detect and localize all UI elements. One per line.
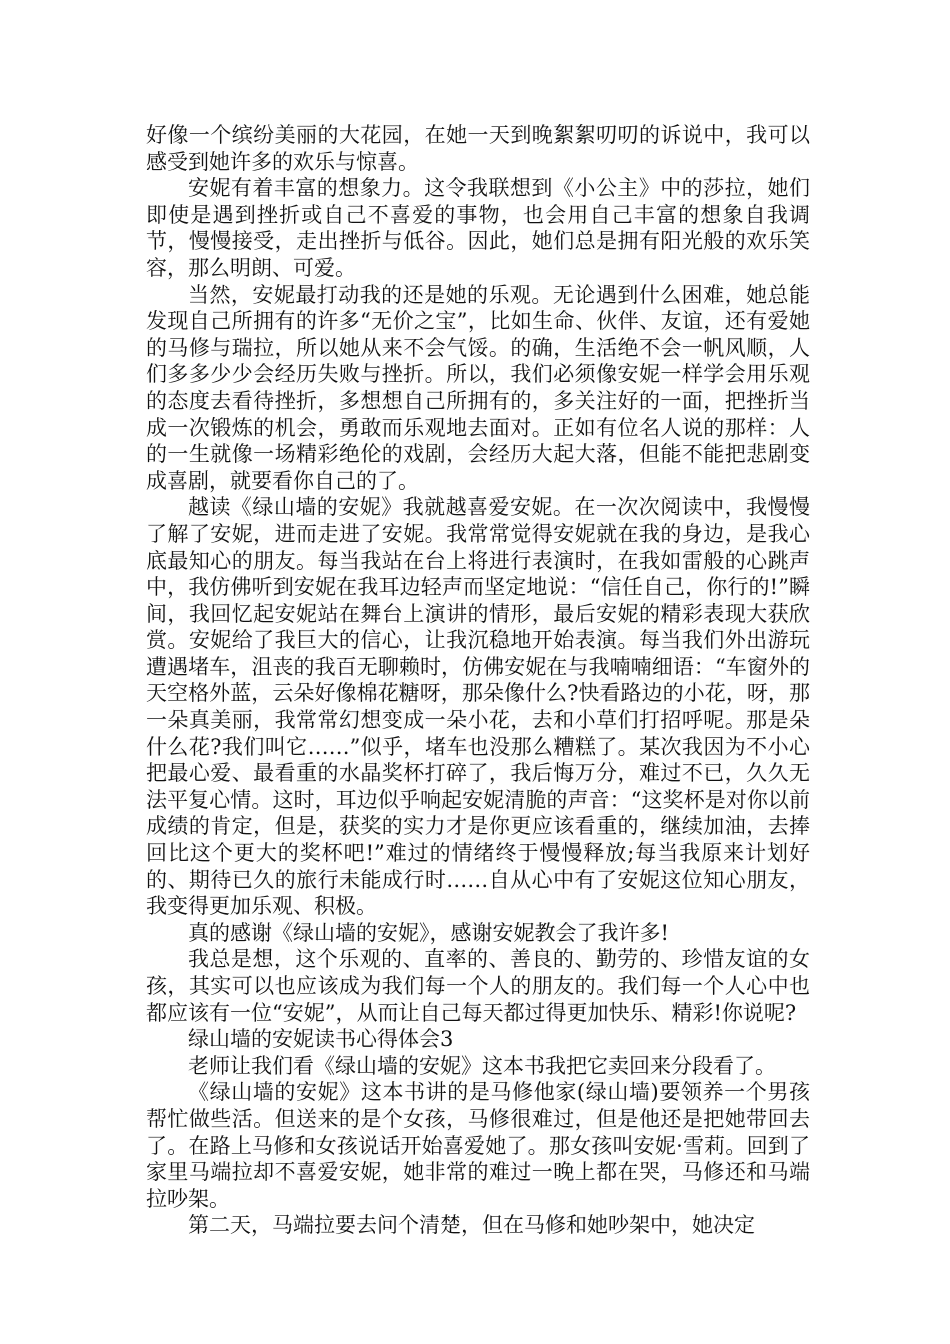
paragraph-4: 越读《绿山墙的安妮》我就越喜爱安妮。在一次次阅读中，我慢慢了解了安妮，进而走进了安妮。我常常觉得安妮就在我的身边，是我心底最知心的朋友。每当我站在台上将进行表演时，在我如雷般的心跳声中，我仿佛听到安妮在我耳边轻声而坚定地说：“信任自己，你行的!”瞬间，我回忆起安妮站在舞台上演讲的情形，最后安妮的精彩表现大获欣赏。安妮给了我巨大的信心，让我沉稳地开始表演。每当我们外出游玩遭遇堵车，沮丧的我百无聊赖时，仿佛安妮在与我喃喃细语：“车窗外的天空格外蓝，云朵好像棉花糖呀，那朵像什么?快看路边的小花，呀，那一朵真美丽，我常常幻想变成一朵小花，去和小草们打招呼呢。那是朵什么花?我们叫它……”似乎，堵车也没那么糟糕了。某次我因为不小心把最心爱、最看重的水晶奖杯打碎了，我后悔万分，难过不已，久久无法平复心情。这时，耳边似乎响起安妮清脆的声音：“这奖杯是对你以前成绩的肯定，但是，获奖的实力才是你更应该看重的，继续加油，去捧回比这个更大的奖杯吧!”难过的情绪终于慢慢释放;每当我原来计划好的、期待已久的旅行未能成行时……自从心中有了安妮这位知心朋友，我变得更加乐观、积极。: [146, 495, 810, 919]
paragraph-2: 安妮有着丰富的想象力。这令我联想到《小公主》中的莎拉，她们即使是遇到挫折或自己不喜爱的事物，也会用自己丰富的想象自我调节，慢慢接受，走出挫折与低谷。因此，她们总是拥有阳光般的欢乐笑容，那么明朗、可爱。: [146, 176, 810, 280]
section-heading: 绿山墙的安妮读书心得体会3: [188, 1027, 454, 1052]
paragraph-6: 我总是想，这个乐观的、直率的、善良的、勤劳的、珍惜友谊的女孩，其实可以也应该成为我们每一个人的朋友的。我们每一个人心中也都应该有一位“安妮”，从而让自己每天都过得更加快乐、精彩!你说呢?: [146, 947, 810, 1025]
document-body: [146, 122, 810, 1239]
paragraph-5: 真的感谢《绿山墙的安妮》，感谢安妮教会了我许多!: [188, 920, 669, 945]
paragraph-7: 老师让我们看《绿山墙的安妮》这本书我把它卖回来分段看了。: [188, 1053, 776, 1078]
paragraph-8: 《绿山墙的安妮》这本书讲的是马修他家(绿山墙)要领养一个男孩帮忙做些活。但送来的是个女孩，马修很难过，但是他还是把她带回去了。在路上马修和女孩说话开始喜爱她了。那女孩叫安妮·雪莉。回到了家里马端拉却不喜爱安妮，她非常的难过一晚上都在哭，马修还和马端拉吵架。: [146, 1080, 810, 1211]
paragraph-3: 当然，安妮最打动我的还是她的乐观。无论遇到什么困难，她总能发现自己所拥有的许多“无价之宝”，比如生命、伙伴、友谊，还有爱她的马修与瑞拉，所以她从来不会气馁。的确，生活绝不会一帆风顺，人们多多少少会经历失败与挫折。所以，我们必须像安妮一样学会用乐观的态度去看待挫折，多想想自己所拥有的，多关注好的一面，把挫折当成一次锻炼的机会，勇敢而乐观地去面对。正如有位名人说的那样：人的一生就像一场精彩绝伦的戏剧，会经历大起大落，但能不能把悲剧变成喜剧，就要看你自己的了。: [146, 282, 810, 493]
paragraph-9: 第二天，马端拉要去问个清楚，但在马修和她吵架中，她决定: [188, 1213, 755, 1238]
paragraph-1: 好像一个缤纷美丽的大花园，在她一天到晚絮絮叨叨的诉说中，我可以感受到她许多的欢乐与惊喜。: [146, 123, 810, 174]
